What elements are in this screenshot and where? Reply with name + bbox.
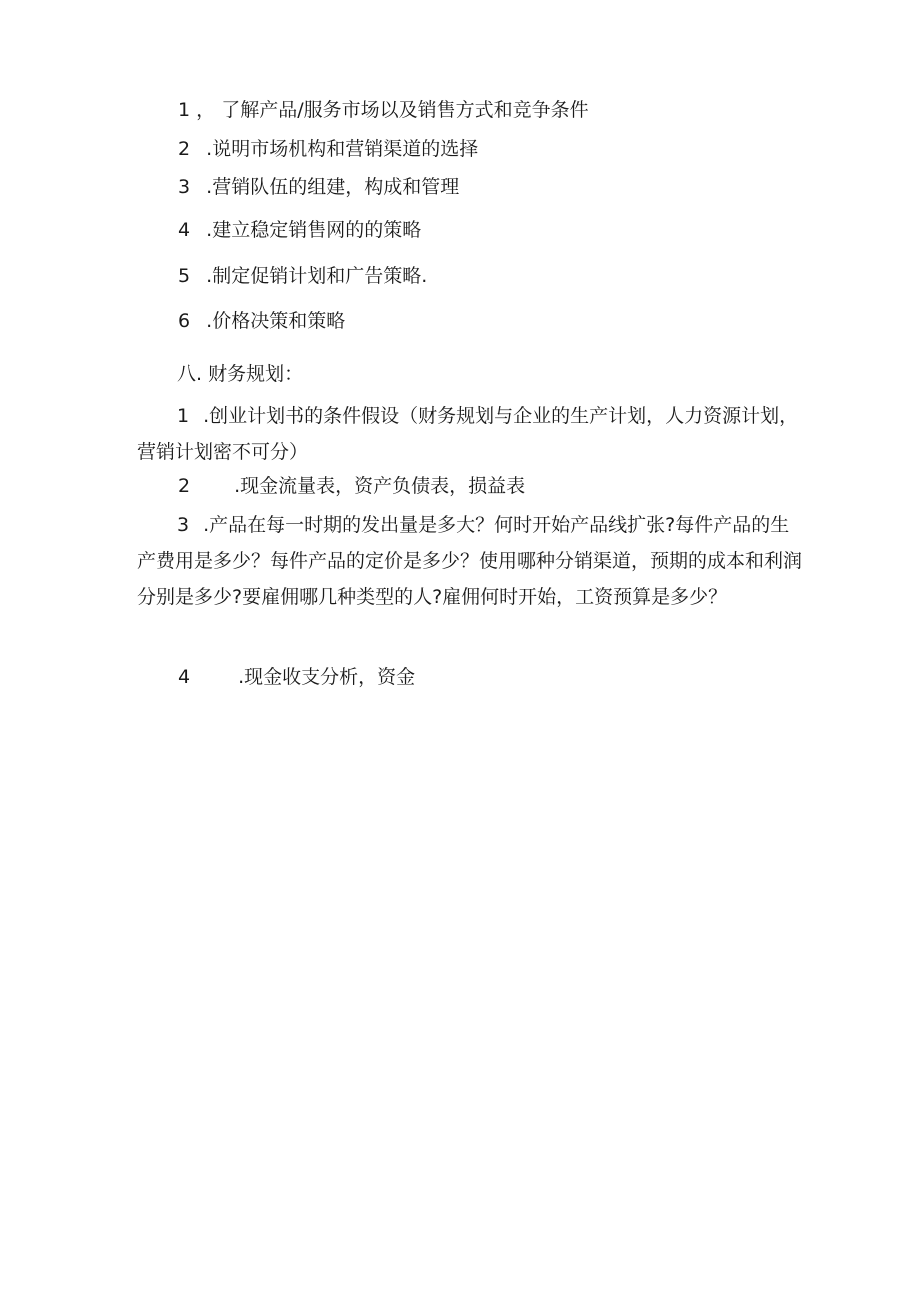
item-text: 价格决策和策略 <box>212 310 346 332</box>
item-separator: . <box>206 138 213 160</box>
item-text: 说明市场机构和营销渠道的选择 <box>212 138 479 160</box>
item-number: 1 <box>177 405 190 427</box>
finance-item-4 <box>178 665 415 689</box>
item-text: .现金收支分析，资金 <box>238 666 416 688</box>
item-text: .现金流量表，资产负债表，损益表 <box>234 475 526 497</box>
finance-item-2 <box>178 474 525 498</box>
item-text: 营销队伍的组建，构成和管理 <box>212 176 460 198</box>
marketing-item-4 <box>178 218 421 242</box>
item-text: 了解产品/服务市场以及销售方式和竞争条件 <box>221 99 589 121</box>
item-number: 3 <box>178 176 191 198</box>
item-text: 建立稳定销售网的的策略 <box>212 219 422 241</box>
item-separator: . <box>206 176 213 198</box>
item-number: 2 <box>178 475 191 497</box>
marketing-item-5 <box>178 264 427 288</box>
item-number: 4 <box>178 666 191 688</box>
marketing-item-6 <box>178 309 345 333</box>
item-separator: . <box>206 310 213 332</box>
item-text: .创业计划书的条件假设（财务规划与企业的生产计划，人力资源计划，营销计划密不可分） <box>137 405 799 463</box>
item-separator: ， <box>196 99 216 121</box>
marketing-item-3 <box>178 175 459 199</box>
item-number: 2 <box>178 138 191 160</box>
item-separator: . <box>206 265 213 287</box>
section-heading-finance: 八. 财务规划： <box>177 363 304 385</box>
item-number: 4 <box>178 219 191 241</box>
item-number: 6 <box>178 310 191 332</box>
item-separator: . <box>206 219 213 241</box>
finance-item-1 <box>137 398 803 470</box>
finance-item-3 <box>137 507 803 615</box>
marketing-item-2 <box>178 137 478 161</box>
item-text: .产品在每一时期的发出量是多大？何时开始产品线扩张?每件产品的生产费用是多少？每件产品的定价是多少？使用哪种分销渠道，预期的成本和利润分别是多少?要雇佣哪几种类型的人?雇佣何时开始，工资预算是多少？ <box>137 514 803 608</box>
item-number: 1 <box>178 99 191 121</box>
item-text: 制定促销计划和广告策略. <box>212 265 428 287</box>
item-number: 3 <box>177 514 190 536</box>
marketing-item-1 <box>178 98 589 122</box>
item-number: 5 <box>178 265 191 287</box>
